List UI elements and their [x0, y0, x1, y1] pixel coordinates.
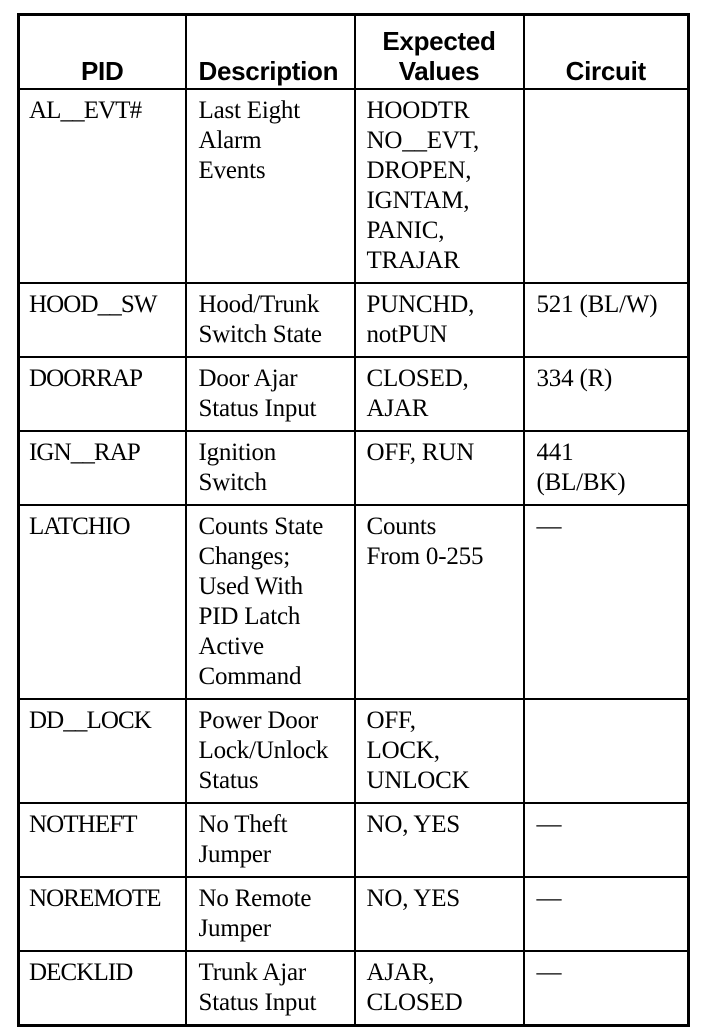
description-cell-line: No Theft	[198, 811, 288, 838]
pid-cell-text: HOOD__SW	[29, 291, 157, 318]
expected-values-cell	[355, 803, 524, 877]
description-cell	[186, 877, 355, 951]
pid-cell-text: IGN__RAP	[29, 439, 140, 466]
description-cell-line: PID Latch	[198, 603, 301, 630]
table-header	[19, 15, 689, 90]
table-row	[19, 89, 689, 283]
expected-values-cell-line: HOODTR	[366, 97, 470, 124]
circuit-cell-line: —	[536, 513, 562, 540]
circuit-cell-line: —	[536, 959, 562, 986]
description-cell-line: Power Door	[198, 707, 319, 734]
description-cell-line: Status Input	[198, 395, 317, 422]
description-cell	[186, 283, 355, 357]
header-row	[19, 15, 689, 90]
expected-values-cell-line: OFF,	[366, 707, 416, 734]
pid-cell-text: NOTHEFT	[29, 811, 137, 838]
pid-cell-text: NOREMOTE	[29, 885, 161, 912]
description-cell	[186, 89, 355, 283]
pid-cell-text: DECKLID	[29, 959, 133, 986]
expected-values-cell-line: Counts	[366, 513, 437, 540]
expected-values-cell-line: AJAR	[366, 395, 429, 422]
expected-values-cell	[355, 431, 524, 505]
description-cell-line: No Remote	[198, 885, 312, 912]
table-row	[19, 699, 689, 803]
description-cell	[186, 951, 355, 1026]
pid-cell	[19, 803, 186, 877]
expected-values-cell-line: From 0-255	[366, 543, 484, 570]
expected-values-cell	[355, 357, 524, 431]
pid-cell	[19, 283, 186, 357]
circuit-cell-line: (BL/BK)	[536, 469, 626, 496]
circuit-cell	[524, 877, 689, 951]
circuit-cell	[524, 283, 689, 357]
pid-cell-text: DD__LOCK	[29, 707, 151, 734]
circuit-cell-line: 334 (R)	[536, 365, 613, 392]
description-cell-line: Events	[198, 157, 266, 184]
description-cell-line: Switch	[198, 469, 267, 496]
description-cell-line: Used With	[198, 573, 303, 600]
expected-values-cell-line: AJAR,	[366, 959, 435, 986]
description-cell-line: Changes;	[198, 543, 290, 570]
circuit-cell-line: 441	[536, 439, 574, 466]
description-cell-line: Ignition	[198, 439, 277, 466]
description-cell	[186, 699, 355, 803]
description-cell	[186, 505, 355, 699]
expected-values-cell-line: CLOSED,	[366, 365, 469, 392]
expected-values-cell-line: notPUN	[366, 321, 448, 348]
table-row	[19, 877, 689, 951]
expected-values-cell-line: UNLOCK	[366, 767, 470, 794]
description-cell-line: Alarm	[198, 127, 262, 154]
expected-values-cell-line: DROPEN,	[366, 157, 472, 184]
expected-values-cell	[355, 283, 524, 357]
table-row	[19, 357, 689, 431]
description-cell-line: Status	[198, 767, 259, 794]
header-pid-label: PID	[81, 56, 124, 86]
circuit-cell-line: 521 (BL/W)	[536, 291, 658, 318]
description-cell-line: Door Ajar	[198, 365, 298, 392]
expected-values-cell-line: OFF, RUN	[366, 439, 475, 466]
description-cell-line: Status Input	[198, 989, 317, 1016]
circuit-cell	[524, 505, 689, 699]
description-cell-line: Last Eight	[198, 97, 300, 124]
circuit-cell	[524, 951, 689, 1026]
pid-cell-text: DOORRAP	[29, 365, 143, 392]
expected-values-cell-line: LOCK,	[366, 737, 440, 764]
pid-cell	[19, 89, 186, 283]
pid-cell-text: LATCHIO	[29, 513, 130, 540]
header-expected-values-line-2: Values	[398, 56, 480, 86]
header-description-label: Description	[198, 56, 339, 86]
description-cell-line: Hood/Trunk	[198, 291, 320, 318]
expected-values-cell-line: PANIC,	[366, 217, 445, 244]
expected-values-cell	[355, 877, 524, 951]
description-cell-line: Active	[198, 633, 264, 660]
table-row	[19, 283, 689, 357]
description-cell-line: Counts State	[198, 513, 324, 540]
pid-cell	[19, 431, 186, 505]
pid-cell	[19, 357, 186, 431]
circuit-cell	[524, 89, 689, 283]
description-cell	[186, 357, 355, 431]
expected-values-cell	[355, 699, 524, 803]
expected-values-cell-line: NO__EVT,	[366, 127, 479, 154]
description-cell	[186, 431, 355, 505]
header-expected-values-line-1: Expected	[382, 26, 496, 56]
table-row	[19, 505, 689, 699]
expected-values-cell	[355, 89, 524, 283]
header-circuit	[524, 15, 689, 90]
pid-cell-text: AL__EVT#	[29, 97, 142, 124]
header-circuit-label: Circuit	[565, 56, 646, 86]
circuit-cell-line: —	[536, 811, 562, 838]
expected-values-cell	[355, 951, 524, 1026]
table-row	[19, 803, 689, 877]
description-cell-line: Command	[198, 663, 302, 690]
circuit-cell	[524, 357, 689, 431]
description-cell	[186, 803, 355, 877]
pid-cell	[19, 699, 186, 803]
expected-values-cell-line: NO, YES	[366, 811, 461, 838]
expected-values-cell	[355, 505, 524, 699]
description-cell-line: Lock/Unlock	[198, 737, 329, 764]
pid-cell	[19, 505, 186, 699]
circuit-cell	[524, 699, 689, 803]
description-cell-line: Trunk Ajar	[198, 959, 307, 986]
expected-values-cell-line: IGNTAM,	[366, 187, 470, 214]
header-description	[186, 15, 355, 90]
description-cell-line: Switch State	[198, 321, 322, 348]
header-pid	[19, 15, 186, 90]
circuit-cell-line: —	[536, 885, 562, 912]
description-cell-line: Jumper	[198, 915, 271, 942]
expected-values-cell-line: PUNCHD,	[366, 291, 475, 318]
pid-cell	[19, 877, 186, 951]
circuit-cell	[524, 803, 689, 877]
description-cell-line: Jumper	[198, 841, 271, 868]
table-body	[19, 89, 689, 1026]
header-expected-values	[355, 15, 524, 90]
expected-values-cell-line: NO, YES	[366, 885, 461, 912]
table-row	[19, 431, 689, 505]
expected-values-cell-line: TRAJAR	[366, 247, 460, 274]
expected-values-cell-line: CLOSED	[366, 989, 463, 1016]
pid-table	[17, 13, 690, 1027]
table-row	[19, 951, 689, 1026]
pid-cell	[19, 951, 186, 1026]
circuit-cell	[524, 431, 689, 505]
